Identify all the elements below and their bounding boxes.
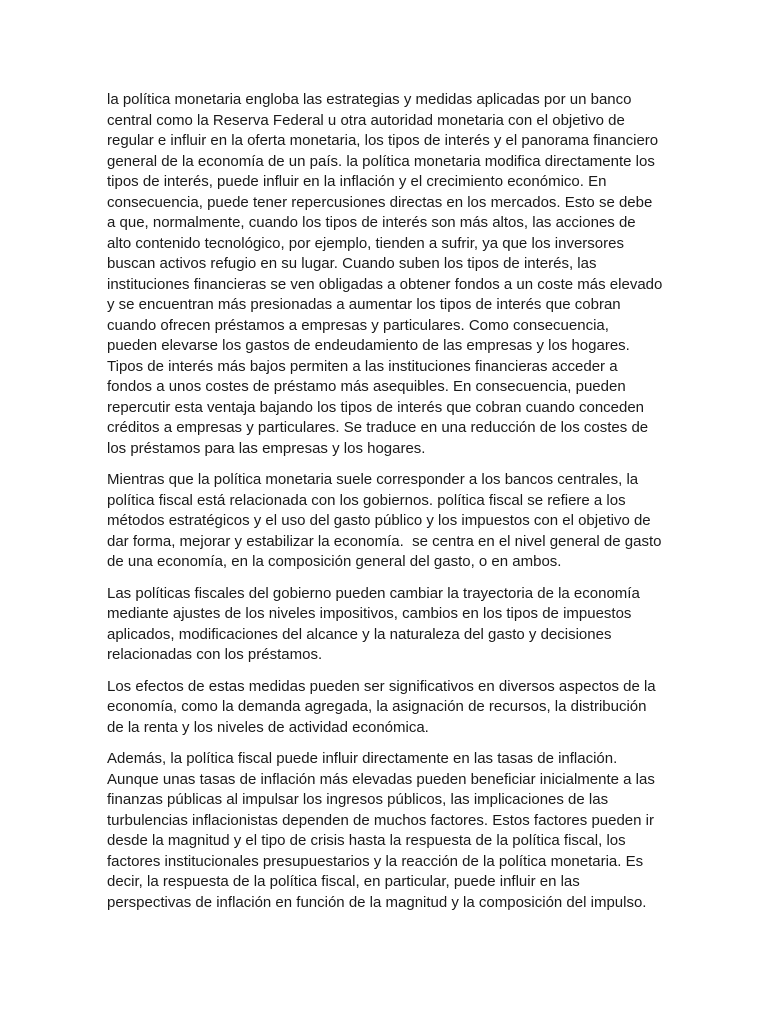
paragraph-inflation: Además, la política fiscal puede influir directamente en las tasas de inflación. Aunque unas tasas de inflación más elevadas pueden beneficiar inicialmente a las finanzas públicas al impulsar los ingresos públicos, las implicaciones de las turbulencias inflacionistas dependen de muchos factores. Estos factores pueden ir desde la magnitud y el tipo de crisis hasta la respuesta de la política fiscal, los factores institucionales presupuestarios y la reacción de la política monetaria. Es decir, la respuesta de la política fiscal, en particular, puede influir en las perspectivas de inflación en función de la magnitud y la composición del impulso. (107, 750, 660, 911)
paragraph-government-fiscal-policies: Las políticas fiscales del gobierno pueden cambiar la trayectoria de la economía mediante ajustes de los niveles impositivos, cambios en los tipos de impuestos aplicados, modificaciones del alcance y la naturaleza del gasto y decisiones relacionadas con los préstamos. (107, 584, 644, 663)
document-body (107, 90, 667, 924)
paragraph-effects: Los efectos de estas medidas pueden ser significativos en diversos aspectos de la economía, como la demanda agregada, la asignación de recursos, la distribución de la renta y los niveles de actividad económica. (107, 677, 660, 736)
paragraph-fiscal-policy: Mientras que la política monetaria suele corresponder a los bancos centrales, la política fiscal está relacionada con los gobiernos. política fiscal se refiere a los métodos estratégicos y el uso del gasto público y los impuestos con el objetivo de dar forma, mejorar y estabilizar la economía. se centra en el nivel general de gasto de una economía, en la composición general del gasto, o en ambos. (107, 471, 666, 570)
paragraph-monetary-policy: la política monetaria engloba las estrategias y medidas aplicadas por un banco central como la Reserva Federal u otra autoridad monetaria con el objetivo de regular e influir en la oferta monetaria, los tipos de interés y el panorama financiero general de la economía de un país. la política monetaria modifica directamente los tipos de interés, puede influir en la inflación y el crecimiento económico. En consecuencia, puede tener repercusiones directas en los mercados. Esto se debe a que, normalmente, cuando los tipos de interés son más altos, las acciones de alto contenido tecnológico, por ejemplo, tienden a sufrir, ya que los inversores buscan activos refugio en su lugar. Cuando suben los tipos de interés, las instituciones financieras se ven obligadas a obtener fondos a un coste más elevado y se encuentran más presionadas a aumentar los tipos de interés que cobran cuando ofrecen préstamos a empresas y particulares. Como consecuencia, pueden elevarse los gastos de endeudamiento de las empresas y los hogares. Tipos de interés más bajos permiten a las instituciones financieras acceder a fondos a unos costes de préstamo más asequibles. En consecuencia, pueden repercutir esta ventaja bajando los tipos de interés que cobran cuando conceden créditos a empresas y particulares. Se traduce en una reducción de los costes de los préstamos para las empresas y los hogares. (107, 91, 667, 457)
